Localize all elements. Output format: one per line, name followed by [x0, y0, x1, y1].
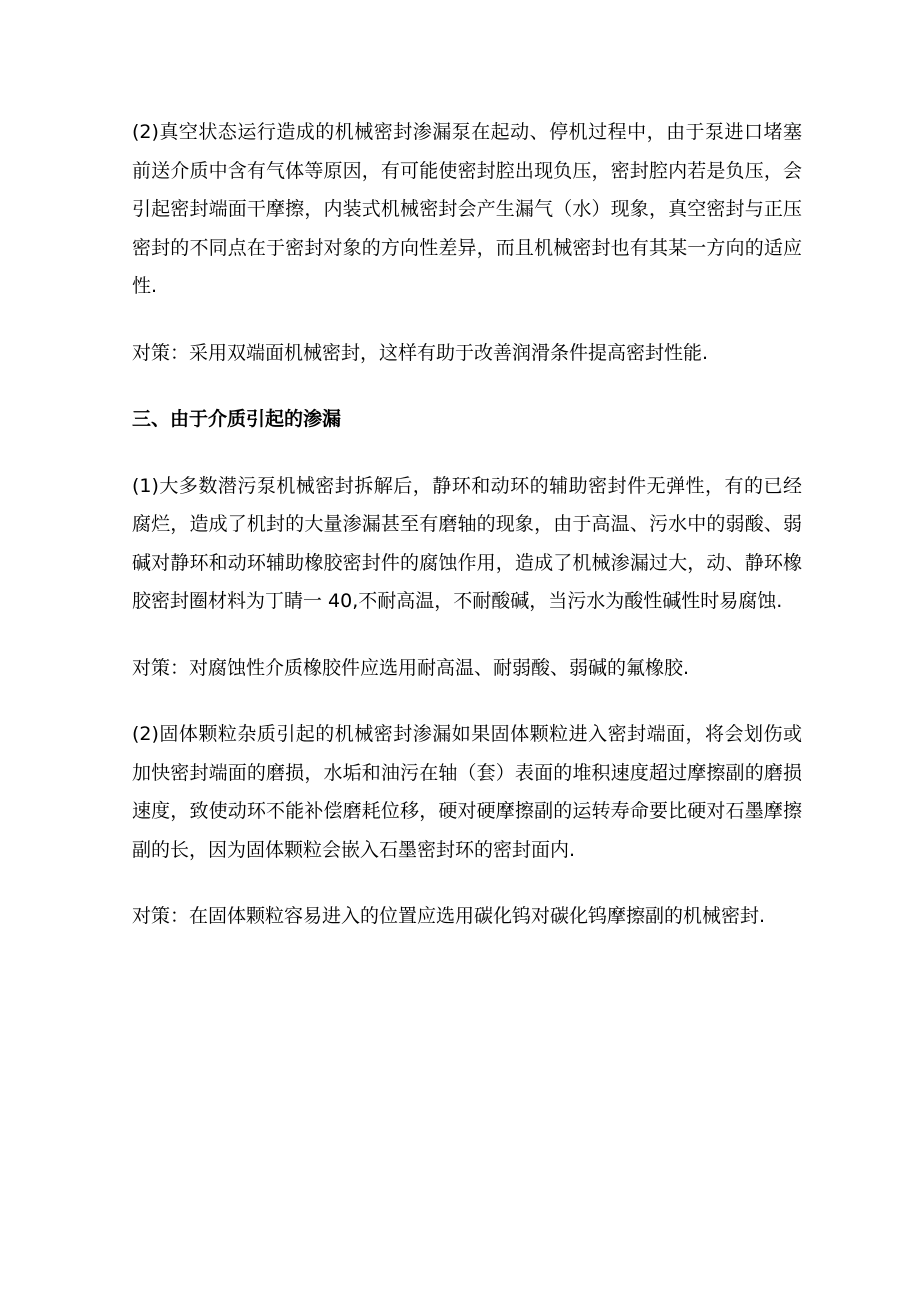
paragraph-vacuum-leak: (2)真空状态运行造成的机械密封渗漏泵在起动、停机过程中，由于泵进口堵塞前送介质中含有气体等原因，有可能使密封腔出现负压，密封腔内若是负压，会引起密封端面干摩擦，内装式机械密封会产生漏气（水）现象，真空密封与正压密封的不同点在于密封对象的方向性差异，而且机械密封也有其某一方向的适应性.	[132, 121, 802, 297]
document-body	[132, 113, 802, 936]
paragraph-countermeasure-1: 对策：采用双端面机械密封，这样有助于改善润滑条件提高密封性能.	[132, 341, 709, 364]
section-heading: 三、由于介质引起的渗漏	[132, 408, 342, 430]
paragraph-medium-corrosion: (1)大多数潜污泵机械密封拆解后，静环和动环的辅助密封件无弹性，有的已经腐烂，造成了机封的大量渗漏甚至有磨轴的现象，由于高温、污水中的弱酸、弱碱对静环和动环辅助橡胶密封件的腐蚀作用，造成了机械渗漏过大，动、静环橡胶密封圈材料为丁睛一 40,不耐高温，不耐酸碱，当污水为酸性碱性时易腐蚀.	[132, 474, 802, 612]
paragraph-countermeasure-3: 对策：在固体颗粒容易进入的位置应选用碳化钨对碳化钨摩擦副的机械密封.	[132, 905, 766, 927]
paragraph-solid-particles: (2)固体颗粒杂质引起的机械密封渗漏如果固体颗粒进入密封端面，将会划伤或加快密封端面的磨损，水垢和油污在轴（套）表面的堆积速度超过摩擦副的磨损速度，致使动环不能补偿磨耗位移，硬对硬摩擦副的运转寿命要比硬对石墨摩擦副的长，因为固体颗粒会嵌入石墨密封环的密封面内.	[132, 723, 802, 861]
paragraph-countermeasure-2: 对策：对腐蚀性介质橡胶件应选用耐高温、耐弱酸、弱碱的氟橡胶.	[132, 656, 690, 679]
